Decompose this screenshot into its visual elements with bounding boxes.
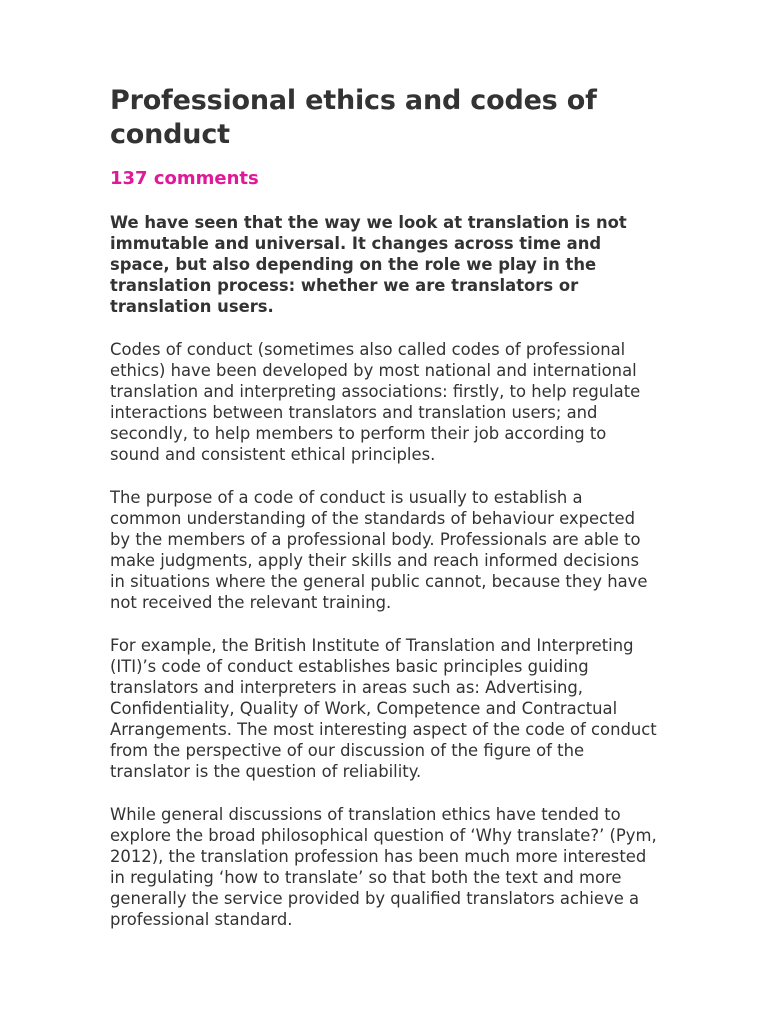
- lead-paragraph: We have seen that the way we look at translation is not immutable and universal. It changes across time and space, but also depending on the role we play in the translation process: whether we are translators or translation users.: [110, 213, 627, 316]
- comments-link[interactable]: 137 comments: [110, 168, 259, 189]
- article: [110, 84, 658, 930]
- body-paragraph-2: The purpose of a code of conduct is usually to establish a common understanding of the standards of behaviour expected by the members of a professional body. Professionals are able to make judgments, apply their skills and reach informed decisions in situations where the general public cannot, because they have not received the relevant training.: [110, 488, 648, 612]
- body-paragraph-4: While general discussions of translation ethics have tended to explore the broad philosophical question of ‘Why translate?’ (Pym, 2012), the translation profession has been much more interested in regulating ‘how to translate’ so that both the text and more generally the service provided by qualified translators achieve a professional standard.: [110, 805, 657, 929]
- body-paragraph-1: Codes of conduct (sometimes also called codes of professional ethics) have been developed by most national and international translation and interpreting associations: firstly, to help regulate interactions between translators and translation users; and secondly, to help members to perform their job according to sound and consistent ethical principles.: [110, 340, 641, 464]
- page-title: Professional ethics and codes of conduct: [110, 85, 597, 150]
- body-paragraph-3: For example, the British Institute of Translation and Interpreting (ITI)’s code of conduct establishes basic principles guiding translators and interpreters in areas such as: Advertising, Confidentiality, Quality of Work, Competence and Contractual Arrangements. The most interesting aspect of the code of conduct from the perspective of our discussion of the figure of the translator is the question of reliability.: [110, 636, 657, 781]
